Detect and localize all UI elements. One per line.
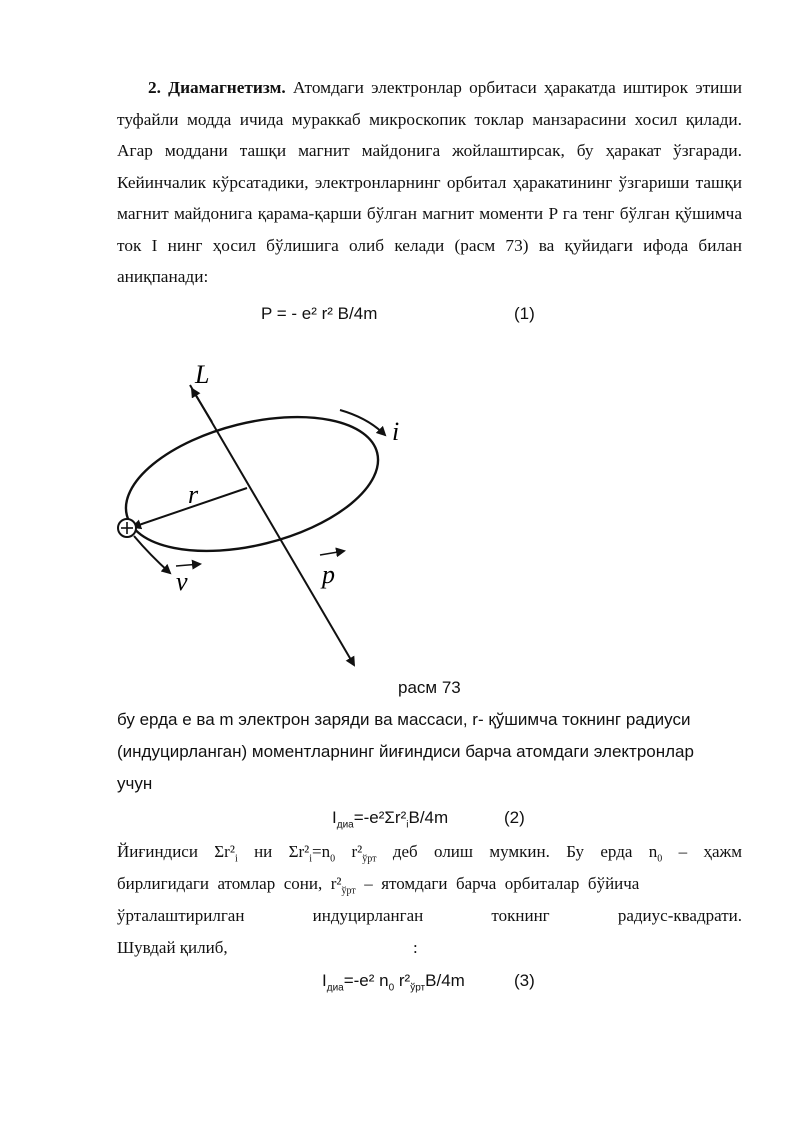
formula-3: $I_{диа}=-e^2$ $n_0$ $r^2_{ўрт}B/4m$ — [322, 971, 465, 994]
label-v: v — [176, 567, 188, 596]
label-i: i — [392, 417, 400, 446]
axis-line — [190, 385, 354, 665]
label-r: r — [188, 480, 199, 509]
formula-3-number: (3) — [514, 971, 535, 990]
formula-2-number: (2) — [504, 808, 525, 827]
section-paragraph — [117, 72, 742, 293]
formula-1-number: (1) — [514, 304, 535, 323]
label-p: p — [322, 560, 335, 589]
text-line: учун — [117, 774, 153, 793]
text-line: Шувдай қилиб, : — [117, 938, 418, 957]
section-heading: 2. Диамагнетизм. — [148, 78, 286, 97]
current-arrow — [340, 410, 385, 435]
text-line: бу ерда e ва m электрон заряди ва массаси, r- қўшимча токнинг радиуси — [117, 710, 691, 729]
orbit-ellipse — [112, 394, 392, 575]
label-L: L — [195, 360, 210, 389]
formula-1: P = - e² r² B/4m — [261, 304, 378, 323]
text-line: ўрталаштирилган индуцирланган токнинг радиус-квадрати. — [117, 906, 742, 925]
text-line: бирлигидаги атомлар сони, $r^2_{ўрт}$ – ятомдаги барча орбиталар бўйича — [117, 874, 640, 897]
figure-caption: расм 73 — [398, 678, 461, 697]
orbit-diagram — [100, 355, 420, 675]
formula-2: $I_{диа}=-e^2\Sigma r^2_iB/4m$ — [332, 808, 449, 831]
text-line: (индуцирланган) моментларнинг йиғиндиси барча атомдаги электронлар — [117, 742, 694, 761]
text-line: Йиғиндиси $\Sigma r^2_i$ ни $\Sigma r^2_i=n_0$ $r^2_{ўрт}$ деб олиш мумкин. Бу ерда $n_0$ – ҳажм — [117, 842, 742, 865]
section-text: Атомдаги электронлар орбитаси ҳаракатда иштирок этиши туфайли модда ичида мураккаб микроскопик токлар манзарасини хосил қилади. Агар моддани ташқи магнит майдонига жойлаштирсак, бу ҳаракат ўзгаради. Кейинчалик кўрсатадики, электронларнинг орбитал ҳаракатининг ўзгариши ташқи магнит майдонига қарама-қарши бўлган магнит моменти P га тенг бўлган қўшимча ток I нинг ҳосил бўлишига олиб келади (расм 73) ва қуйидаги ифода билан аниқпанади: — [117, 78, 742, 286]
figure-73 — [100, 355, 420, 675]
axis-arrow-up — [192, 389, 212, 422]
